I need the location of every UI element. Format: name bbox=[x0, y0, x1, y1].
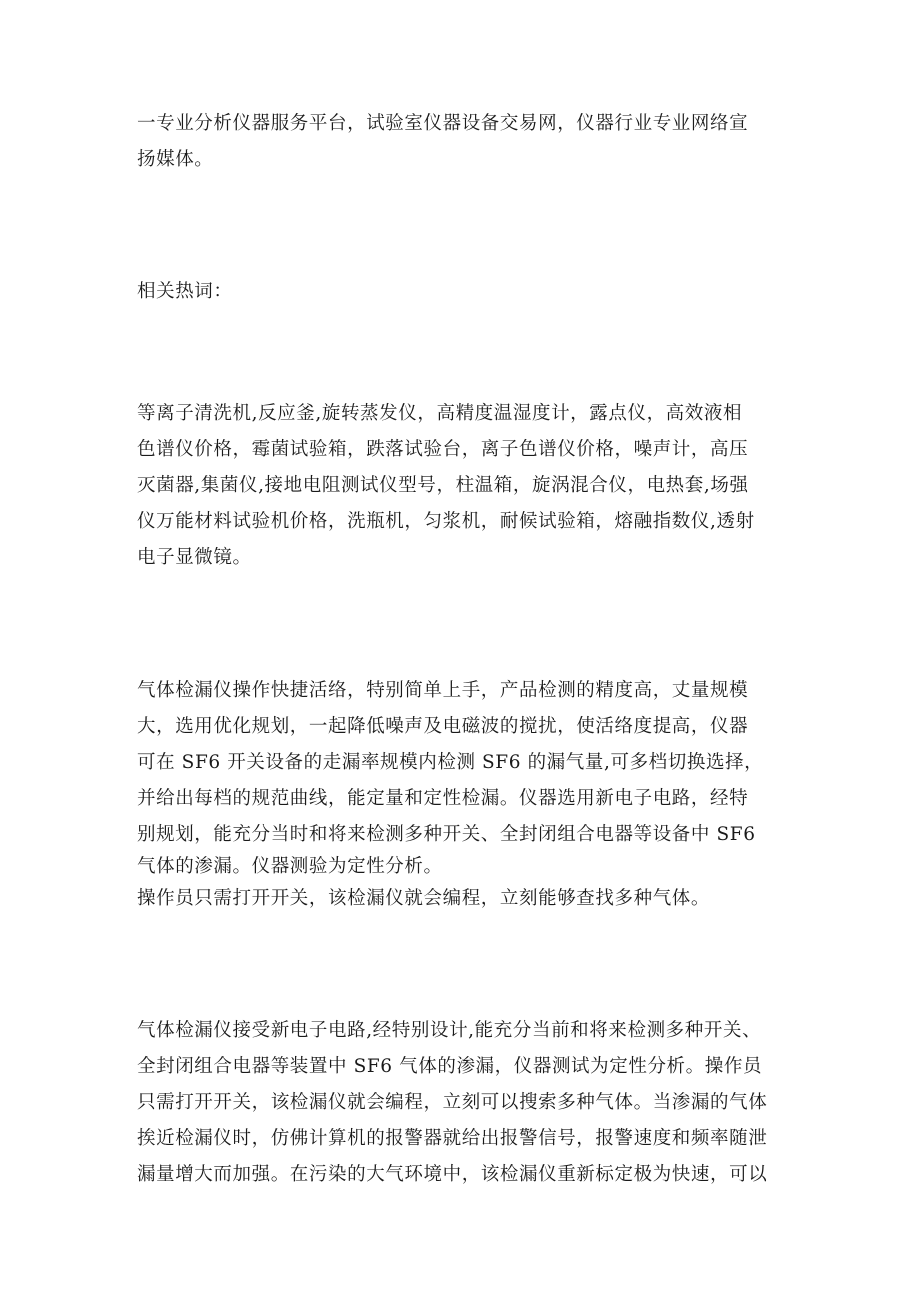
body1-line-4: 并给出每档的规范曲线，能定量和定性检漏。仪器选用新电子电路，经特 bbox=[137, 788, 749, 809]
hotwords-line-1: 等离子清洗机,反应釜,旋转蒸发仪，高精度温湿度计，露点仪，高效液相 bbox=[137, 403, 743, 424]
hotwords-line-3: 灭菌器,集菌仪,接地电阻测试仪型号，柱温箱，旋涡混合仪，电热套,场强 bbox=[137, 475, 749, 496]
body2-line-4: 挨近检漏仪时，仿佛计算机的报警器就给出报警信号，报警速度和频率随泄 bbox=[137, 1128, 768, 1149]
hotwords-line-5: 电子显微镜。 bbox=[137, 547, 252, 568]
body-paragraph-2 bbox=[137, 1013, 792, 1193]
hotwords-paragraph bbox=[137, 396, 792, 576]
body2-line-5: 漏量增大而加强。在污染的大气环境中，该检漏仪重新标定极为快速，可以 bbox=[137, 1164, 768, 1185]
body-paragraph-1 bbox=[137, 673, 792, 917]
body2-line-1: 气体检漏仪接受新电子电路,经特别设计,能充分当前和将来检测多种开关、 bbox=[137, 1020, 762, 1041]
body1-line-5: 别规划，能充分当时和将来检测多种开关、全封闭组合电器等设备中 SF6 bbox=[137, 824, 756, 845]
hotwords-label bbox=[137, 274, 792, 310]
body2-line-3: 只需打开开关，该检漏仪就会编程，立刻可以搜索多种气体。当渗漏的气体 bbox=[137, 1092, 768, 1113]
hotwords-line-2: 色谱仪价格，霉菌试验箱，跌落试验台，离子色谱仪价格，噪声计，高压 bbox=[137, 439, 749, 460]
body2-line-2: 全封闭组合电器等装置中 SF6 气体的渗漏，仪器测试为定性分析。操作员 bbox=[137, 1056, 763, 1077]
body1-line-2: 大，选用优化规划，一起降低噪声及电磁波的搅扰，使活络度提高，仪器 bbox=[137, 716, 749, 737]
body1-line-6: 气体的渗漏。仪器测验为定性分析。 bbox=[137, 856, 443, 877]
intro-line-2: 扬媒体。 bbox=[137, 149, 214, 170]
body1-line-7: 操作员只需打开开关，该检漏仪就会编程，立刻能够查找多种气体。 bbox=[137, 888, 711, 909]
hotwords-label-text: 相关热词： bbox=[137, 281, 233, 302]
body1-line-3: 可在 SF6 开关设备的走漏率规模内检测 SF6 的漏气量,可多档切换选择， bbox=[137, 752, 764, 773]
hotwords-line-4: 仪万能材料试验机价格，洗瓶机，匀浆机，耐候试验箱，熔融指数仪,透射 bbox=[137, 511, 755, 532]
intro-paragraph bbox=[137, 106, 792, 178]
intro-line-1: 一专业分析仪器服务平台，试验室仪器设备交易网，仪器行业专业网络宣 bbox=[137, 113, 749, 134]
body1-line-1: 气体检漏仪操作快捷活络，特别简单上手，产品检测的精度高，丈量规模 bbox=[137, 680, 749, 701]
